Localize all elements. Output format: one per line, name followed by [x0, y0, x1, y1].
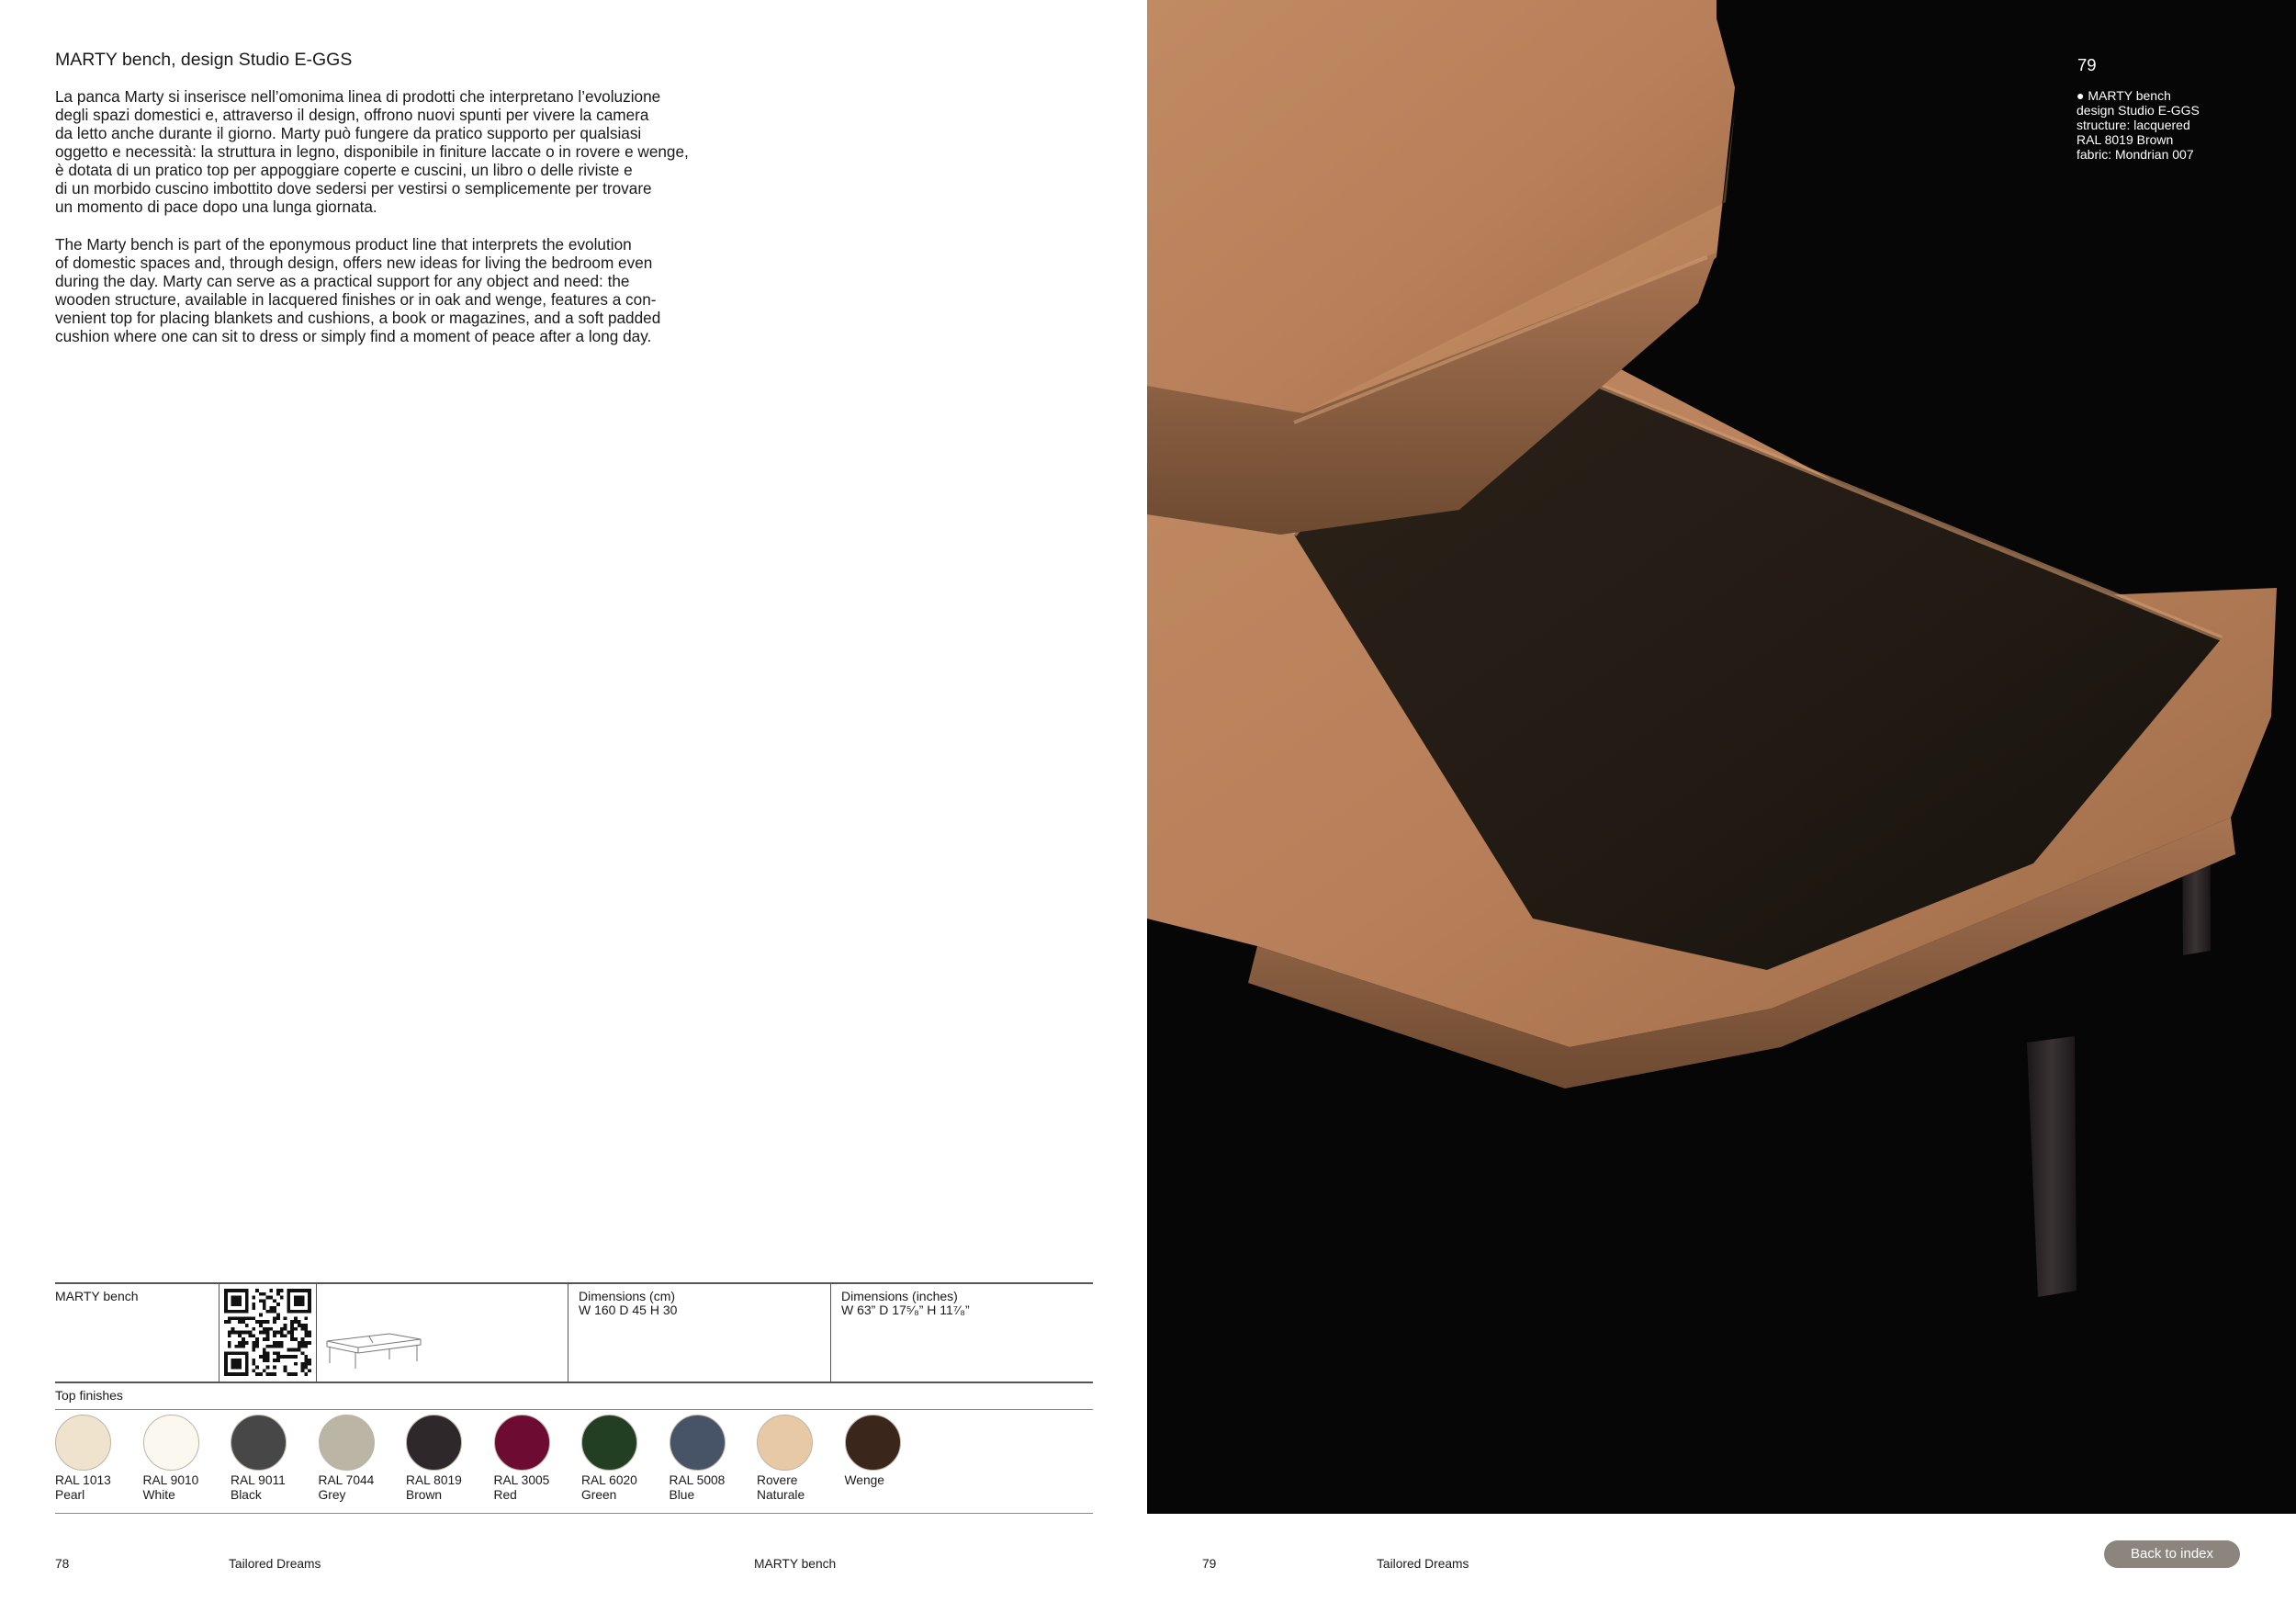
paragraph-line: cushion where one can sit to dress or simply find a moment of peace after a long day. — [55, 327, 652, 345]
finish-swatch[interactable] — [757, 1415, 813, 1471]
page-number-left: 78 — [55, 1557, 70, 1571]
dimensions-in-value: W 63” D 17⁵⁄₈” H 11⁷⁄₈” — [841, 1303, 970, 1317]
paragraph-line: oggetto e necessità: la struttura in legno, disponibile in finiture laccate o in rovere e wenge, — [55, 142, 689, 161]
caption-number: 79 — [2077, 55, 2097, 74]
page-title: MARTY bench, design Studio E-GGS — [55, 50, 353, 70]
paragraph-line: The Marty bench is part of the eponymous product line that interprets the evolution — [55, 235, 632, 254]
caption-line: RAL 8019 Brown — [2077, 132, 2174, 147]
spec-top-rule — [55, 1282, 1093, 1284]
paragraph-line: venient top for placing blankets and cushions, a book or magazines, and a soft padded — [55, 309, 661, 327]
finish-label — [845, 1473, 929, 1488]
finishes-rule — [55, 1409, 1093, 1410]
finish-label — [494, 1473, 579, 1503]
finish-code: RAL 7044 — [318, 1473, 375, 1487]
finish-swatch[interactable] — [670, 1415, 726, 1471]
finish-name: Green — [581, 1488, 617, 1502]
finish-code: RAL 3005 — [493, 1473, 550, 1487]
section-name-right: Tailored Dreams — [1377, 1557, 1469, 1571]
finish-code: RAL 6020 — [581, 1473, 637, 1487]
finish-name: Pearl — [55, 1488, 85, 1502]
finish-label — [406, 1473, 490, 1503]
dimensions-cm-label: Dimensions (cm) — [579, 1289, 676, 1303]
product-name-footer: MARTY bench — [754, 1557, 837, 1571]
caption-line: fabric: Mondrian 007 — [2077, 147, 2194, 162]
finish-swatch[interactable] — [845, 1415, 901, 1471]
dimensions-cm — [579, 1290, 677, 1317]
caption-line: structure: lacquered — [2077, 118, 2190, 132]
finish-label — [757, 1473, 841, 1503]
finish-label — [319, 1473, 403, 1503]
finishes-label: Top finishes — [55, 1388, 123, 1403]
bench-photo-illustration — [1147, 0, 2296, 1514]
finish-name: Naturale — [757, 1488, 805, 1502]
caption-line: ● MARTY bench — [2077, 88, 2171, 103]
paragraph-line: wooden structure, available in lacquered finishes or in oak and wenge, features a con- — [55, 290, 657, 309]
bench-line-drawing-icon — [325, 1323, 422, 1370]
product-photo — [1147, 0, 2296, 1514]
finish-code: RAL 9011 — [231, 1473, 286, 1487]
finish-code: RAL 9010 — [142, 1473, 199, 1487]
finish-swatch[interactable] — [319, 1415, 375, 1471]
qr-code-icon[interactable] — [224, 1289, 311, 1376]
finish-label — [581, 1473, 666, 1503]
paragraph-line: of domestic spaces and, through design, offers new ideas for living the bedroom even — [55, 254, 653, 272]
finish-code: Rovere — [757, 1473, 798, 1487]
finish-label — [143, 1473, 228, 1503]
spec-bottom-rule — [55, 1513, 1093, 1514]
photo-caption — [2077, 88, 2200, 162]
paragraph-line: during the day. Marty can serve as a practical support for any object and need: the — [55, 272, 630, 290]
finish-swatch[interactable] — [143, 1415, 199, 1471]
paragraph-line: degli spazi domestici e, attraverso il design, offrono nuovi spunti per vivere la camera — [55, 106, 649, 124]
section-name-left: Tailored Dreams — [229, 1557, 321, 1571]
paragraph-line: La panca Marty si inserisce nell’omonima linea di prodotti che interpretano l’evoluzione — [55, 87, 661, 106]
finish-name: White — [142, 1488, 175, 1502]
paragraph-line: da letto anche durante il giorno. Marty può fungere da pratico supporto per qualsiasi — [55, 124, 642, 142]
finish-label — [670, 1473, 754, 1503]
finish-swatch[interactable] — [581, 1415, 637, 1471]
finish-name: Red — [493, 1488, 517, 1502]
page-number-right: 79 — [1202, 1557, 1217, 1571]
finish-swatch[interactable] — [494, 1415, 550, 1471]
finish-swatch[interactable] — [406, 1415, 462, 1471]
caption-line: design Studio E-GGS — [2077, 103, 2200, 118]
paragraph-line: di un morbido cuscino imbottito dove sedersi per vestirsi o semplicemente per trovare — [55, 179, 652, 197]
back-to-index-button[interactable]: Back to index — [2104, 1540, 2240, 1568]
spec-mid-rule — [55, 1382, 1093, 1383]
finish-swatch[interactable] — [231, 1415, 287, 1471]
finish-swatch[interactable] — [55, 1415, 111, 1471]
dimensions-in-label: Dimensions (inches) — [841, 1289, 958, 1303]
finish-code: RAL 1013 — [55, 1473, 111, 1487]
finish-name: Brown — [406, 1488, 443, 1502]
spec-divider — [830, 1284, 831, 1382]
spec-product-name: MARTY bench — [55, 1289, 139, 1303]
dimensions-inches — [841, 1290, 970, 1317]
description-english — [55, 235, 753, 345]
description-italian — [55, 87, 753, 216]
finish-code: Wenge — [844, 1473, 884, 1487]
finish-code: RAL 8019 — [406, 1473, 462, 1487]
dimensions-cm-value: W 160 D 45 H 30 — [579, 1303, 678, 1317]
finish-name: Blue — [669, 1488, 695, 1502]
finish-name: Grey — [318, 1488, 346, 1502]
finish-name: Black — [231, 1488, 262, 1502]
finish-label — [231, 1473, 315, 1503]
paragraph-line: è dotata di un pratico top per appoggiare coperte e cuscini, un libro o delle riviste e — [55, 161, 633, 179]
finish-label — [55, 1473, 140, 1503]
paragraph-line: un momento di pace dopo una lunga giornata. — [55, 197, 377, 216]
finish-code: RAL 5008 — [669, 1473, 726, 1487]
spec-divider — [316, 1284, 317, 1382]
